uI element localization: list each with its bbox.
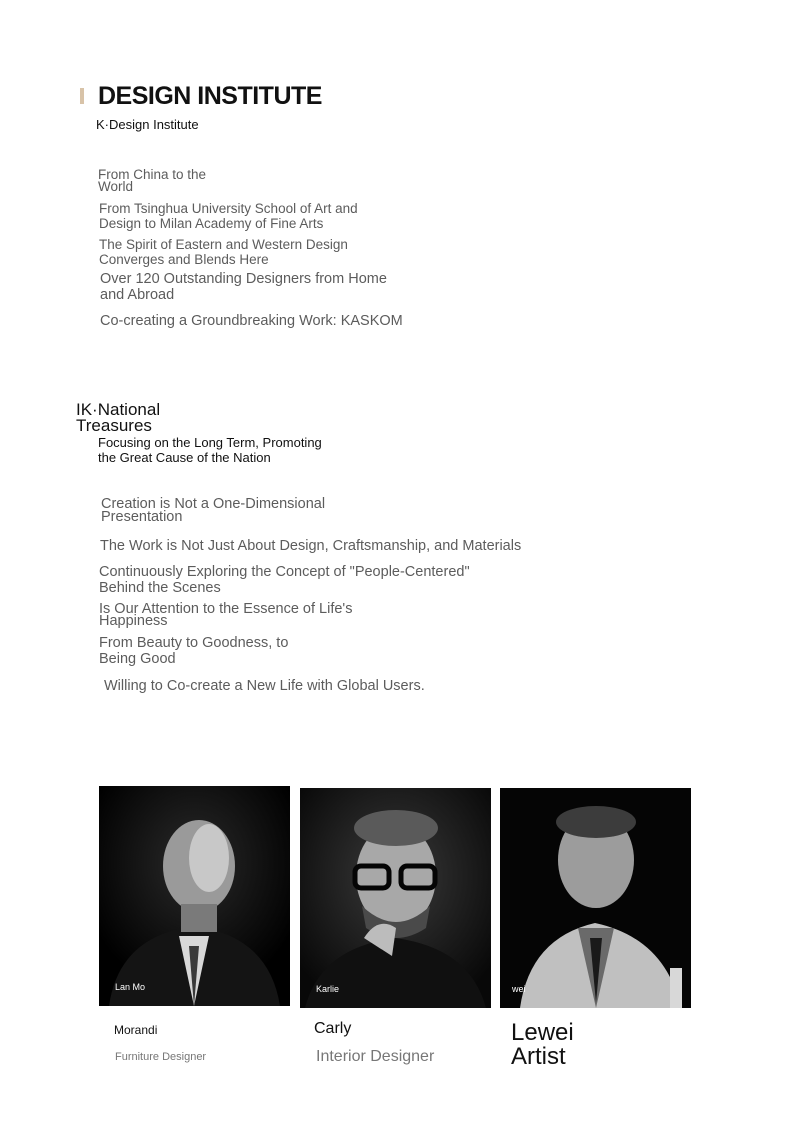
intro-line: From China to the World [98,167,207,194]
designer-photo [500,788,691,1008]
philosophy-line: From Beauty to Goodness, to Being Good [99,635,289,667]
philosophy-line: Creation is Not a One-Dimensional Presentation [101,496,326,525]
portrait-image [99,786,290,1006]
portrait-image [300,788,491,1008]
designer-role: Interior Designer [316,1048,435,1065]
designer-role: Artist [511,1043,566,1070]
designer-name: Morandi [114,1023,158,1037]
philosophy-line: Willing to Co-create a New Life with Global Users. [104,678,425,694]
portrait-image [500,788,691,1008]
page-subtitle: K·Design Institute [96,117,199,132]
designer-name: Carly [314,1020,352,1037]
section-title: IK·National Treasures [76,400,161,435]
philosophy-line: Is Our Attention to the Essence of Life's Happiness [99,601,353,629]
photo-caption: wei [512,984,526,994]
philosophy-line: The Work is Not Just About Design, Craftsmanship, and Materials [100,538,522,554]
accent-bar [80,88,84,104]
intro-line: Co-creating a Groundbreaking Work: KASKOM [100,313,403,329]
intro-line: From Tsinghua University School of Art and Design to Milan Academy of Fine Arts [99,201,358,231]
page-title: DESIGN INSTITUTE [98,82,322,110]
philosophy-line: Continuously Exploring the Concept of "People-Centered" Behind the Scenes [99,564,470,596]
intro-line: Over 120 Outstanding Designers from Home and Abroad [100,271,387,303]
designer-photo [300,788,491,1008]
photo-caption: Karlie [316,984,340,994]
section-subtitle: Focusing on the Long Term, Promoting the Great Cause of the Nation [98,435,322,465]
intro-line: The Spirit of Eastern and Western Design Converges and Blends Here [99,237,348,267]
photo-caption: Lan Mo [115,982,146,992]
designer-photo [99,786,290,1006]
designer-name: Lewei [511,1019,574,1046]
designer-role: Furniture Designer [115,1051,207,1063]
